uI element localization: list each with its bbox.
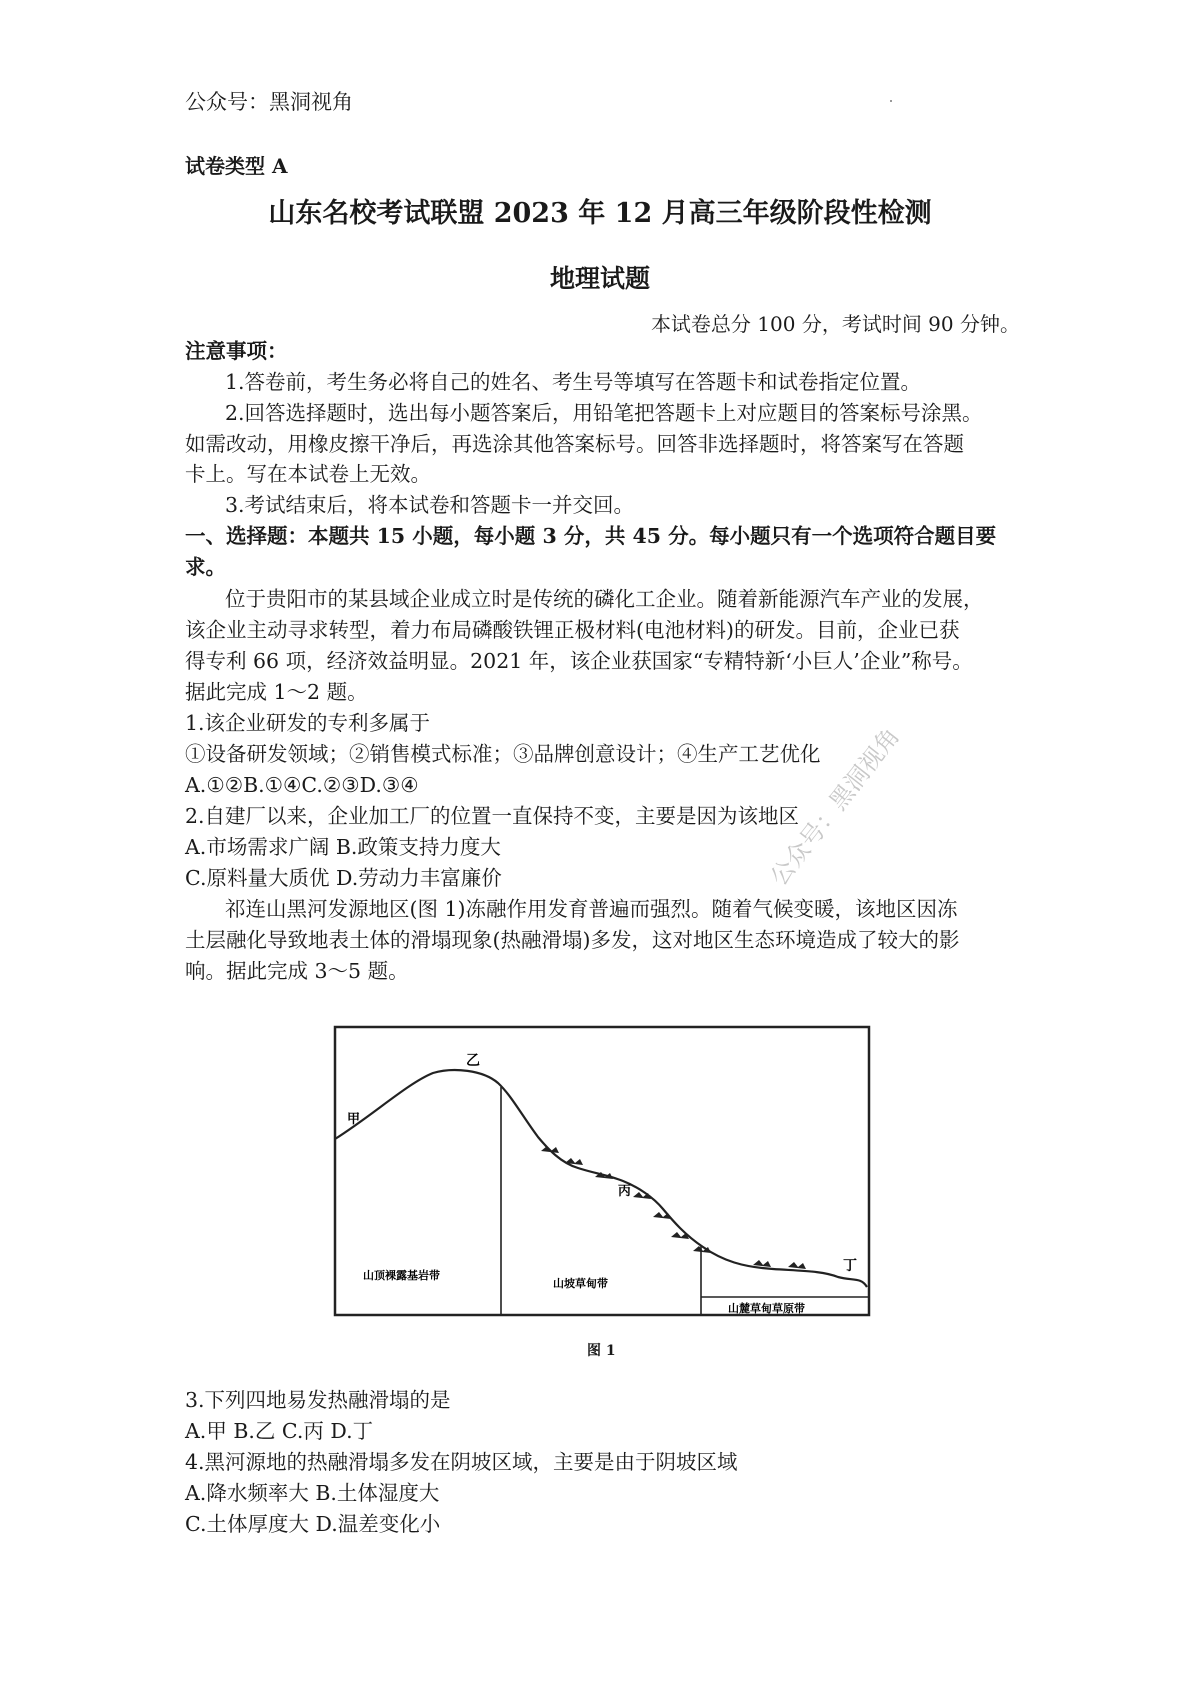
q2-options: C.原料量大质优 D.劳动力丰富廉价 [185, 866, 502, 890]
mountain-profile [335, 1070, 867, 1287]
point-ding: 丁 [843, 1258, 857, 1274]
paper-title: 山东名校考试联盟 2023 年 12 月高三年级阶段性检测 [268, 198, 932, 229]
paper-type: 试卷类型 A [185, 154, 288, 178]
point-yi: 乙 [466, 1053, 480, 1069]
notice-item: 1.答卷前，考生务必将自己的姓名、考生号等填写在答题卡和试卷指定位置。 [225, 370, 922, 394]
q4-stem: 4.黑河源地的热融滑塌多发在阴坡区域，主要是由于阴坡区域 [185, 1450, 738, 1474]
point-jia: 甲 [347, 1112, 361, 1127]
score-info: 本试卷总分 100 分，考试时间 90 分钟。 [650, 312, 1020, 336]
passage1-line: 得专利 66 项，经济效益明显。2021 年，该企业获国家“专精特新‘小巨人’企业”称号。 [185, 649, 973, 673]
q1-stem: 1.该企业研发的专利多属于 [185, 711, 431, 735]
figure-1-diagram [333, 1025, 873, 1325]
passage2-line: 土层融化导致地表土体的滑塌现象(热融滑塌)多发，这对地区生态环境造成了较大的影 [185, 928, 960, 952]
point-bing: 丙 [618, 1184, 632, 1199]
q3-options: A.甲 B.乙 C.丙 D.丁 [185, 1419, 374, 1443]
passage2-line: 祁连山黑河发源地区(图 1)冻融作用发育普遍而强烈。随着气候变暖，该地区因冻 [225, 897, 958, 921]
paper-subject: 地理试题 [549, 264, 650, 293]
passage1-line: 位于贵阳市的某县域企业成立时是传统的磷化工企业。随着新能源汽车产业的发展， [225, 587, 984, 611]
zone-label-slope: 山坡草甸带 [553, 1277, 608, 1290]
section-heading: 一、选择题：本题共 15 小题，每小题 3 分，共 45 分。每小题只有一个选项符合题目要 [185, 524, 997, 548]
notice-item-cont: 卡上。写在本试卷上无效。 [185, 462, 431, 486]
section-heading-cont: 求。 [185, 555, 226, 579]
scan-speck [890, 100, 892, 102]
q2-options: A.市场需求广阔 B.政策支持力度大 [185, 835, 501, 859]
notice-item: 3.考试结束后，将本试卷和答题卡一并交回。 [225, 493, 635, 517]
zone-label-foot: 山麓草甸草原带 [728, 1302, 805, 1315]
notice-item: 2.回答选择题时，选出每小题答案后，用铅笔把答题卡上对应题目的答案标号涂黑。 [225, 401, 983, 425]
account-header: 公众号：黑洞视角 [185, 90, 353, 114]
notice-item-cont: 如需改动，用橡皮擦干净后，再选涂其他答案标号。回答非选择题时，将答案写在答题 [185, 432, 964, 456]
zone-label-top: 山顶裸露基岩带 [363, 1269, 440, 1282]
notice-heading: 注意事项： [185, 339, 288, 363]
q4-options: A.降水频率大 B.土体湿度大 [185, 1481, 440, 1505]
passage1-line: 据此完成 1～2 题。 [185, 680, 368, 704]
passage2-line: 响。据此完成 3～5 题。 [185, 959, 409, 983]
figure-caption: 图 1 [587, 1343, 616, 1359]
q4-options: C.土体厚度大 D.温差变化小 [185, 1512, 441, 1536]
watermark: 公众号：黑洞视角 [764, 722, 905, 891]
q1-items: ①设备研发领域；②销售模式标准；③品牌创意设计；④生产工艺优化 [185, 742, 821, 766]
passage1-line: 该企业主动寻求转型，着力布局磷酸铁锂正极材料(电池材料)的研发。目前，企业已获 [185, 618, 960, 642]
q1-options: A.①②B.①④C.②③D.③④ [185, 773, 419, 797]
q2-stem: 2.自建厂以来，企业加工厂的位置一直保持不变，主要是因为该地区 [185, 804, 800, 828]
q3-stem: 3.下列四地易发热融滑塌的是 [185, 1388, 451, 1412]
slump-marks [541, 1146, 806, 1269]
